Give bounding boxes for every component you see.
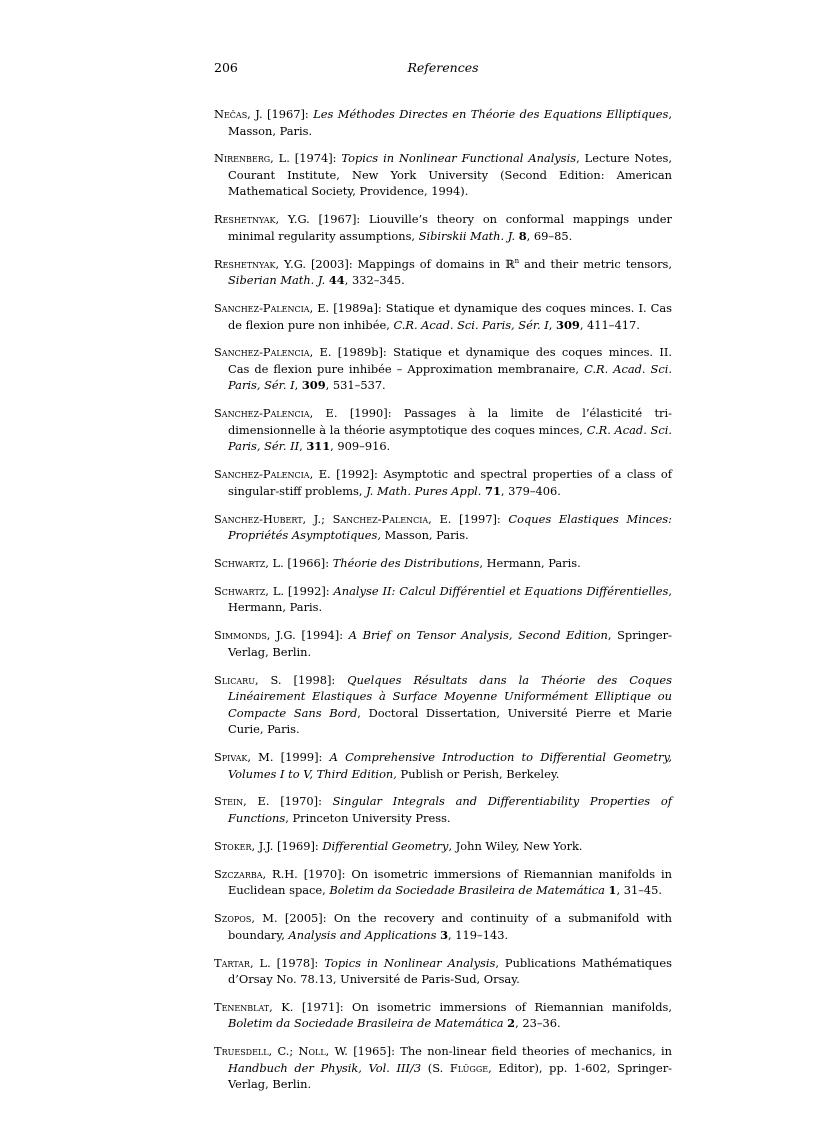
reference-text: [1970]: [269,794,333,809]
reference-entry [214,106,672,139]
reference-text: [2005]: On the recovery and continuity of a submanifold with boundary, [228,911,672,942]
reference-author: Tartar, L. [214,955,271,970]
reference-author: Sanchez-Palencia, E. [214,301,330,316]
reference-text: [1992]: [284,583,334,598]
reference-text: , 332–345. [344,273,405,288]
reference-text: [1967]: [262,107,314,121]
reference-text: C.R. Acad. Sci. Paris, Sér. II [228,422,672,454]
reference-text: 311 [306,439,331,454]
reference-text: 71 [485,483,501,498]
reference-text: , Doctoral Dissertation, Université Pierre et Marie Curie, Paris. [228,705,673,737]
reference-text: Quelques Résultats dans la Théorie des Coques Linéairement Elastiques à Surface Moyenne Uniformément Elliptique ou Compacte Sans Bord [228,672,673,720]
reference-entry [214,910,672,943]
reference-text: Les Méthodes Directes en Théorie des Equations Elliptiques [313,107,669,121]
reference-text: Topics in Nonlinear Functional Analysis [341,151,577,166]
reference-author: Reshetnyak, Y.G. [214,212,310,227]
reference-author: Schwartz, L. [214,556,284,571]
reference-text: 309 [301,378,326,393]
reference-text: [2003]: Mappings of domains in ℝ [306,256,515,271]
reference-text: , [548,317,557,332]
reference-author: Sanchez-Palencia, E. [214,406,338,421]
reference-text: 1 [608,883,617,898]
reference-text: Analysis and Applications [288,927,437,942]
reference-author: Nirenberg, L. [214,151,290,166]
reference-text: , 69–85. [526,228,573,243]
reference-text: (S. [421,1060,450,1075]
reference-entry [214,211,672,244]
reference-text: C.R. Acad. Sci. Paris, Sér. I [228,361,672,393]
reference-entry [214,344,672,394]
reference-text: , 119–143. [448,927,509,942]
reference-entry [214,999,672,1032]
reference-entry [214,150,672,200]
reference-text: Théorie des Distributions [332,556,480,571]
reference-text: 309 [556,317,580,332]
reference-text: [1966]: [283,556,333,571]
reference-author: Stein, E. [214,794,270,809]
reference-text: Analyse II: Calcul Différentiel et Equations Différentielles [333,583,669,598]
reference-text: , 531–537. [325,378,386,393]
reference-entry [214,511,672,544]
reference-text: A Brief on Tensor Analysis, Second Edition [348,628,608,643]
reference-author: Flügge [449,1060,489,1075]
reference-entry [214,300,672,333]
reference-text: Sibirskii Math. J. [418,228,516,243]
reference-text: 8 [518,228,527,243]
reference-entry [214,405,672,455]
reference-author: Reshetnyak, Y.G. [214,256,307,271]
reference-text: , 23–36. [515,1016,561,1031]
reference-entry [214,256,672,289]
reference-author: Simmonds, J.G. [214,628,296,643]
reference-text: [1989a]: Statique et dynamique des coques minces. I. Cas de flexion pure non inhibée, [228,301,672,332]
reference-text: , [299,439,307,454]
reference-entry [214,749,672,782]
reference-text: Publish or Perish, Berkeley. [396,766,560,781]
reference-entry [214,627,672,660]
reference-text: Boletim da Sociedade Brasileira de Matemática [329,883,605,898]
reference-text: , Editor), pp. 1-602, Springer-Verlag, Berlin. [228,1060,672,1092]
reference-author: Sanchez-Palencia, E. [214,345,332,360]
reference-text: , John Wiley, New York. [448,838,583,853]
reference-text: , Publications Mathématiques d’Orsay No. 78.13, Université de Paris-Sud, Orsay. [228,955,672,987]
reference-text: [1965]: The non-linear field theories of mechanics, in [347,1044,673,1059]
running-title: References [407,60,479,75]
reference-text: [1974]: [289,151,342,166]
reference-author: Tenenblat, K. [214,999,294,1014]
reference-entry [214,583,672,616]
reference-text: , Hermann, Paris. [479,556,581,571]
reference-author: Szczarba, R.H. [214,866,298,881]
reference-author: Szopos, M. [214,911,278,926]
reference-text: [1969]: [273,838,323,853]
reference-text: , [294,378,302,393]
reference-text: Topics in Nonlinear Analysis [324,955,496,970]
reference-text: , Hermann, Paris. [228,583,672,615]
reference-text: A Comprehensive Introduction to Differential Geometry, Volumes I to V, Third Edition, [228,750,672,781]
reference-text: [1978]: [270,955,325,970]
reference-entry [214,866,672,899]
reference-text: 2 [507,1016,516,1031]
reference-text: 3 [440,927,449,942]
reference-text: , Lecture Notes, Courant Institute, New York University (Second Edition: American Mathematical Society, Providence, 1994). [228,151,672,199]
reference-author: Slicaru, S. [214,672,282,687]
page [214,60,672,1098]
reference-entry [214,466,672,499]
reference-text: Handbuch der Physik, Vol. III/3 [228,1060,422,1075]
reference-text: [1970]: On isometric immersions of Riemannian manifolds in Euclidean space, [228,866,673,898]
reference-text: and their metric tensors, [519,256,672,271]
reference-text: [1989b]: Statique et dynamique des coques minces. II. Cas de flexion pure inhibée – Approximation membranaire, [228,345,672,376]
reference-text: Siberian Math. J. [228,273,326,288]
reference-text: , 411–417. [579,317,640,332]
reference-text: [1967]: Liouville’s theory on conformal mappings under minimal regularity assumptions, [228,212,672,243]
reference-entry [214,672,672,738]
reference-text: [1997]: [451,511,509,526]
page-header [214,60,672,80]
reference-text: [1999]: [273,750,330,765]
reference-author: Nečas, J. [214,107,263,121]
reference-author: Spivak, M. [214,750,274,765]
reference-entry [214,555,672,572]
reference-author: Truesdell, C.; Noll, W. [214,1044,348,1059]
reference-entry [214,955,672,988]
reference-text: [1992]: Asymptotic and spectral properties of a class of singular-stiff problems, [228,467,672,498]
reference-text: , 31–45. [616,883,663,898]
reference-author: Stoker, J.J. [214,838,274,853]
reference-list [214,106,672,1093]
reference-text: Singular Integrals and Differentiability Properties of Functions [228,794,672,825]
reference-text: [1990]: Passages à la limite de l’élasticité tri-dimensionnelle à la théorie asymptotique des coques minces, [228,406,672,437]
reference-text: , Princeton University Press. [285,810,451,825]
reference-text: , Masson, Paris. [228,107,672,138]
reference-text: , 909–916. [330,439,391,454]
reference-entry [214,1043,672,1093]
reference-text: [1994]: [295,628,349,643]
page-number: 206 [214,60,238,75]
reference-text: 44 [328,273,345,288]
reference-text: Boletim da Sociedade Brasileira de Matemática [228,1016,504,1031]
reference-text: [1971]: On isometric immersions of Riemannian manifolds, [293,999,672,1014]
reference-text: Differential Geometry [322,838,449,853]
reference-entry [214,838,672,855]
reference-author: Sanchez-Hubert, J.; Sanchez-Palencia, E. [214,511,452,526]
reference-entry [214,793,672,826]
reference-text: J. Math. Pures Appl. [366,483,482,498]
reference-text: Masson, Paris. [380,528,469,543]
reference-text: n [514,256,520,265]
reference-text: , Springer-Verlag, Berlin. [228,628,672,659]
reference-author: Schwartz, L. [214,583,284,598]
reference-text: Coques Elastiques Minces: Propriétés Asymptotiques, [228,511,672,543]
reference-text: , 379–406. [500,483,561,498]
reference-text: [1998]: [281,672,348,687]
reference-author: Sanchez-Palencia, E. [214,467,331,482]
reference-text: C.R. Acad. Sci. Paris, Sér. I [393,317,549,332]
